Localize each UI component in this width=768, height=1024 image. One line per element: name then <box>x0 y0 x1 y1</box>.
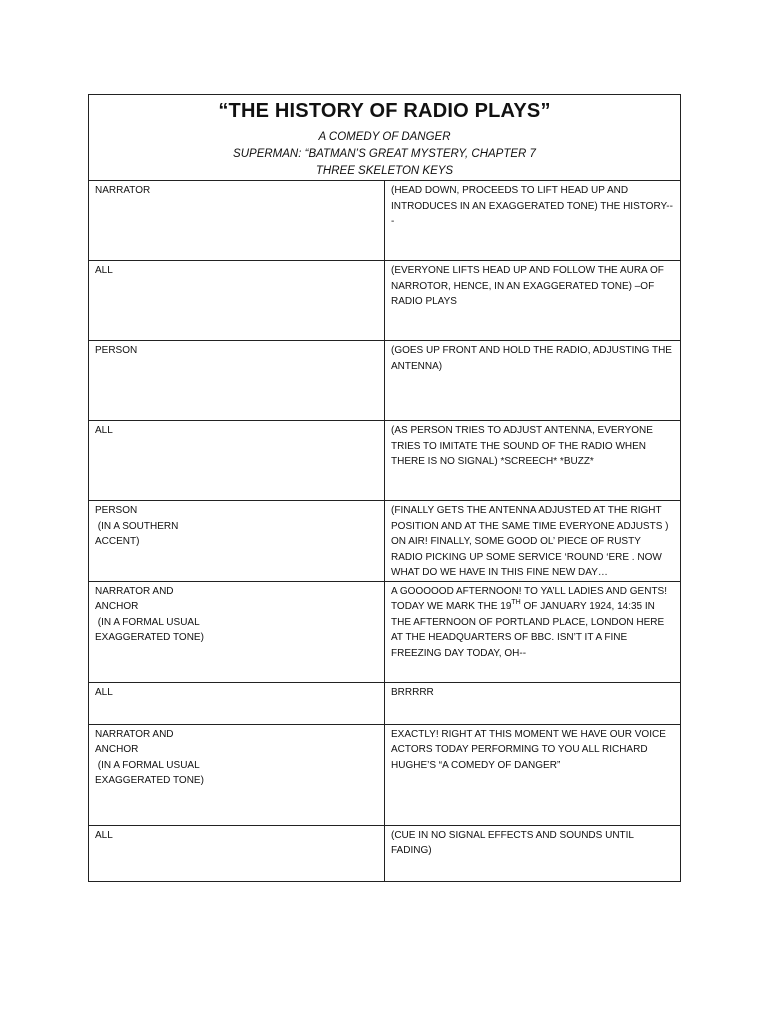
dialogue-cell: (FINALLY GETS THE ANTENNA ADJUSTED AT THE RIGHT POSITION AND AT THE SAME TIME EVERYONE ADJUSTS ) ON AIR! FINALLY, SOME GOOD OL’ PIECE OF RUSTY RADIO PICKING UP SOME SERVICE ‘ROUND ‘ERE . NOW WHAT DO WE HAVE IN THIS FINE NEW DAY… <box>385 501 681 582</box>
script-row <box>89 501 681 582</box>
speaker-cell <box>89 581 385 682</box>
speaker-name: NARRATOR <box>95 185 151 196</box>
dialogue-text: A GOOOOOD AFTERNOON! TO YA’LL LADIES AND GENTS! TODAY WE MARK THE 19 <box>391 585 667 612</box>
script-row <box>89 261 681 341</box>
document-subtitle: A COMEDY OF DANGER <box>318 131 451 143</box>
speaker-name: PERSON <box>95 505 138 516</box>
script-row <box>89 341 681 421</box>
dialogue-cell: EXACTLY! RIGHT AT THIS MOMENT WE HAVE OUR VOICE ACTORS TODAY PERFORMING TO YOU ALL RICHARD HUGHE’S “A COMEDY OF DANGER” <box>385 724 681 825</box>
dialogue-cell: (HEAD DOWN, PROCEEDS TO LIFT HEAD UP AND INTRODUCES IN AN EXAGGERATED TONE) THE HISTORY--- <box>385 181 681 261</box>
speaker-name: PERSON <box>95 345 138 356</box>
dialogue-cell: (AS PERSON TRIES TO ADJUST ANTENNA, EVERYONE TRIES TO IMITATE THE SOUND OF THE RADIO WHEN THERE IS NO SIGNAL) *SCREECH* *BUZZ* <box>385 421 681 501</box>
document-subtitle: THREE SKELETON KEYS <box>315 165 454 177</box>
script-row <box>89 421 681 501</box>
dialogue-text: OF JANUARY 1924, 14:35 IN THE AFTERNOON OF PORTLAND PLACE, LONDON HERE AT THE HEADQUARTERS OF BBC. ISN’T IT A FINE FREEZING DAY TODAY, OH-- <box>391 601 665 659</box>
speaker-cell <box>89 261 385 341</box>
speaker-cell <box>89 421 385 501</box>
dialogue-cell: (EVERYONE LIFTS HEAD UP AND FOLLOW THE AURA OF NARROTOR, HENCE, IN AN EXAGGERATED TONE) –OF RADIO PLAYS <box>385 261 681 341</box>
speaker-name: NARRATOR AND <box>95 585 174 597</box>
speaker-name: ALL <box>95 425 113 436</box>
speaker-name: ANCHOR <box>95 744 139 755</box>
speaker-name: ALL <box>95 829 113 841</box>
speaker-name: ANCHOR <box>95 601 139 612</box>
header-row <box>89 95 681 181</box>
script-row <box>89 181 681 261</box>
script-row <box>89 682 681 724</box>
speaker-name: ALL <box>95 686 113 698</box>
document-title: “THE HISTORY OF RADIO PLAYS” <box>218 100 551 122</box>
speaker-name: ALL <box>95 265 113 276</box>
dialogue-cell: (GOES UP FRONT AND HOLD THE RADIO, ADJUSTING THE ANTENNA) <box>385 341 681 421</box>
dialogue-cell: BRRRRR <box>385 682 681 724</box>
speaker-direction: EXAGGERATED TONE) <box>95 775 204 786</box>
dialogue-cell: (CUE IN NO SIGNAL EFFECTS AND SOUNDS UNTIL FADING) <box>385 825 681 881</box>
speaker-direction: (IN A FORMAL USUAL <box>95 759 200 771</box>
document-subtitle: SUPERMAN: “BATMAN’S GREAT MYSTERY, CHAPTER 7 <box>233 148 536 160</box>
ordinal-suffix: TH <box>511 599 521 606</box>
speaker-direction: (IN A SOUTHERN <box>95 520 179 532</box>
script-row <box>89 581 681 682</box>
speaker-cell <box>89 501 385 582</box>
speaker-direction: EXAGGERATED TONE) <box>95 632 204 643</box>
speaker-direction: (IN A FORMAL USUAL <box>95 616 200 628</box>
speaker-direction: ACCENT) <box>95 536 140 547</box>
speaker-cell <box>89 181 385 261</box>
script-table <box>88 94 681 882</box>
script-row <box>89 724 681 825</box>
speaker-cell <box>89 825 385 881</box>
header-cell <box>89 95 681 181</box>
speaker-cell <box>89 724 385 825</box>
dialogue-cell <box>385 581 681 682</box>
speaker-cell <box>89 341 385 421</box>
speaker-cell <box>89 682 385 724</box>
speaker-name: NARRATOR AND <box>95 728 174 740</box>
script-row <box>89 825 681 881</box>
